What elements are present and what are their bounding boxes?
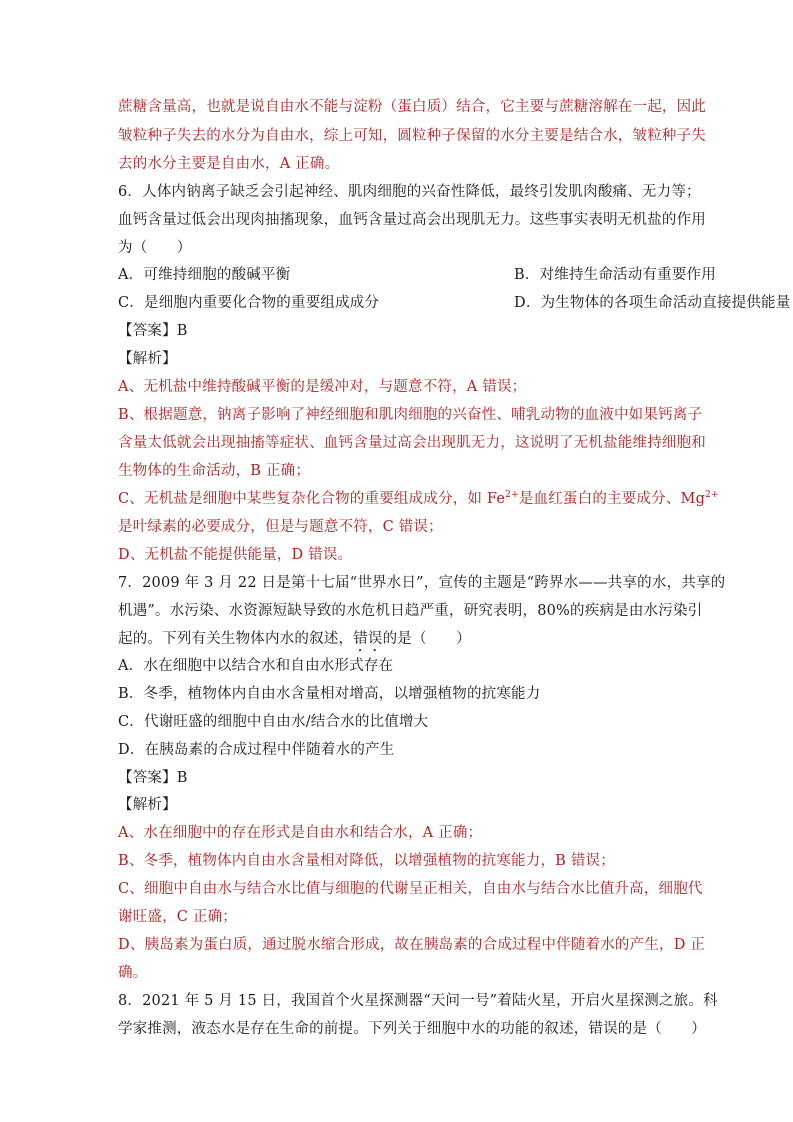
explanation-line: B、根据题意，钠离子影响了神经细胞和肌肉细胞的兴奋性、哺乳动物的血液中如果钙离子	[118, 407, 703, 423]
explanation-text: 是血红蛋白的主要成分、Mg	[518, 491, 706, 507]
question-8-stem: 8．2021 年 5 月 15 日，我国首个火星探测器“天问一号”着陆火星，开启火星探测之旅。科	[118, 993, 718, 1009]
explanation-line: 生物体的生命活动，B 正确；	[118, 463, 311, 479]
explanation-line: 谢旺盛，C 正确；	[118, 909, 238, 925]
explanation-line: 蔗糖含量高，也就是说自由水不能与淀粉（蛋白质）结合，它主要与蔗糖溶解在一起，因此	[118, 99, 706, 115]
option-c: C．是细胞内重要化合物的重要组成成分	[118, 295, 380, 311]
superscript: 2+	[705, 490, 719, 500]
analysis-label: 【解析】	[118, 797, 177, 813]
option-a: A．可维持细胞的酸碱平衡	[118, 267, 291, 283]
emphasized-text: 错误	[353, 631, 383, 647]
explanation-line: D、胰岛素为蛋白质，通过脱水缩合形成，故在胰岛素的合成过程中伴随着水的产生，D 正	[118, 937, 706, 953]
explanation-line: B、冬季，植物体内自由水含量相对降低，以增强植物的抗寒能力，B 错误；	[118, 853, 615, 869]
question-6-option-row	[118, 265, 716, 285]
question-8-stem: 学家推测，液态水是存在生命的前提。下列关于细胞中水的功能的叙述，错误的是（ ）	[118, 1021, 706, 1037]
explanation-line: 含量太低就会出现抽搐等症状、血钙含量过高会出现肌无力，这说明了无机盐能维持细胞和	[118, 435, 706, 451]
question-6-stem: 为（ ）	[118, 240, 192, 256]
superscript: 2+	[505, 490, 519, 500]
explanation-line: A、无机盐中维持酸碱平衡的是缓冲对，与题意不符，A 错误；	[118, 379, 527, 395]
explanation-line: A、水在细胞中的存在形式是自由水和结合水，A 正确；	[118, 825, 483, 841]
question-7-stem: 7．2009 年 3 月 22 日是第十七届“世界水日”，宣传的主题是“跨界水——共享的水，共享的	[118, 575, 726, 591]
analysis-label: 【解析】	[118, 351, 177, 367]
explanation-line: 确。	[118, 965, 148, 981]
question-7-stem: 机遇”。水污染、水资源短缺导致的水危机日趋严重，研究表明，80%的疾病是由水污染引	[118, 603, 703, 619]
option-b: B．对维持生命活动有重要作用	[514, 267, 716, 283]
answer-label: 【答案】B	[118, 770, 188, 786]
answer-label: 【答案】B	[118, 323, 188, 339]
explanation-line: 皱粒种子失去的水分为自由水，综上可知，圆粒种子保留的水分主要是结合水，皱粒种子失	[118, 128, 706, 144]
explanation-line	[118, 489, 719, 509]
explanation-text: C、无机盐是细胞中某些复杂化合物的重要组成成分，如 Fe	[118, 491, 506, 507]
question-6-option-row	[118, 293, 791, 313]
explanation-line: C、细胞中自由水与结合水比值与细胞的代谢呈正相关，自由水与结合水比值升高，细胞代	[118, 881, 703, 897]
explanation-line: 去的水分主要是自由水，A 正确。	[118, 156, 340, 172]
option-d: D．在胰岛素的合成过程中伴随着水的产生	[118, 742, 395, 758]
option-a: A．水在细胞中以结合水和自由水形式存在	[118, 658, 394, 674]
explanation-line: D、无机盐不能提供能量，D 错误。	[118, 547, 353, 563]
question-7-stem	[118, 629, 471, 655]
explanation-line: 是叶绿素的必要成分，但是与题意不符，C 错误；	[118, 519, 443, 535]
question-6-stem: 血钙含量过低会出现肉抽搐现象，血钙含量过高会出现肌无力。这些事实表明无机盐的作用	[118, 212, 706, 228]
stem-text: 的是（ ）	[382, 631, 471, 647]
option-d: D．为生物体的各项生命活动直接提供能量	[514, 295, 791, 311]
option-b: B．冬季，植物体内自由水含量相对增高，以增强植物的抗寒能力	[118, 686, 541, 702]
option-c: C．代谢旺盛的细胞中自由水/结合水的比值增大	[118, 714, 429, 730]
stem-text: 起的。下列有关生物体内水的叙述，	[118, 631, 354, 647]
question-6-stem: 6．人体内钠离子缺乏会引起神经、肌肉细胞的兴奋性降低，最终引发肌肉酸痛、无力等；	[118, 184, 701, 200]
